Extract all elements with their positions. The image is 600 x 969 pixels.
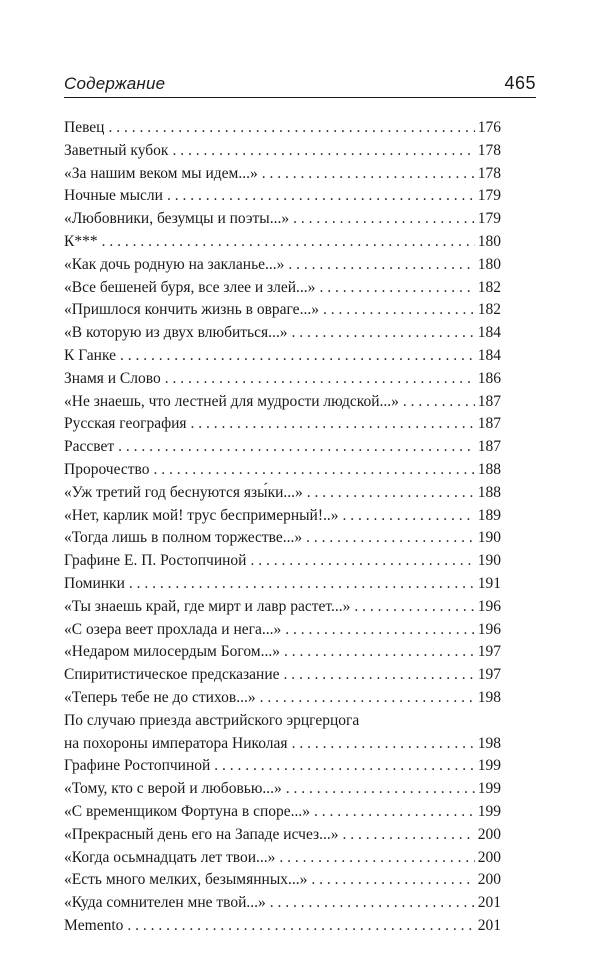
toc-line <box>64 391 501 414</box>
dot-leader <box>292 322 475 345</box>
dot-leader <box>323 299 475 322</box>
toc-entry <box>64 824 501 847</box>
toc-entry-page: 197 <box>477 666 501 684</box>
toc-line <box>64 140 501 163</box>
toc-entry <box>64 505 501 528</box>
toc-entry-title: Рассвет <box>64 438 115 456</box>
toc-entry <box>64 619 501 642</box>
dot-leader <box>102 231 475 254</box>
toc-entry <box>64 550 501 573</box>
toc-entry-page: 178 <box>477 141 501 159</box>
toc-entry-page: 200 <box>477 871 501 889</box>
toc-line <box>64 733 501 756</box>
toc-entry-page: 187 <box>477 438 501 456</box>
table-of-contents <box>64 117 501 938</box>
dot-leader <box>343 505 475 528</box>
toc-entry-page: 201 <box>477 894 501 912</box>
toc-line <box>64 505 501 528</box>
toc-entry-page: 199 <box>477 802 501 820</box>
toc-entry <box>64 641 501 664</box>
toc-line <box>64 778 501 801</box>
header-rule <box>64 97 536 98</box>
dot-leader <box>284 664 475 687</box>
dot-leader <box>284 641 475 664</box>
running-header <box>64 68 536 94</box>
dot-leader <box>311 869 474 892</box>
toc-entry-page: 197 <box>477 643 501 661</box>
toc-entry <box>64 459 501 482</box>
toc-entry <box>64 687 501 710</box>
toc-entry-title: Ночные мысли <box>64 187 163 205</box>
toc-entry-page: 176 <box>477 119 501 136</box>
toc-entry-page: 184 <box>477 324 501 342</box>
toc-entry <box>64 345 501 368</box>
toc-line <box>64 185 501 208</box>
toc-line <box>64 459 501 482</box>
toc-entry <box>64 299 501 322</box>
dot-leader <box>307 482 475 505</box>
toc-entry <box>64 573 501 596</box>
toc-entry-title: «Тому, кто с верой и любовью...» <box>64 780 282 798</box>
toc-line <box>64 117 501 140</box>
toc-entry <box>64 847 501 870</box>
toc-entry-title: Memento <box>64 916 124 934</box>
toc-entry-title: Певец <box>64 119 105 136</box>
toc-entry-title: Графине Ростопчиной <box>64 757 211 775</box>
toc-entry-title: «Когда осьмнадцать лет твои...» <box>64 848 276 866</box>
toc-entry-page: 200 <box>477 848 501 866</box>
dot-leader <box>127 915 474 938</box>
toc-entry-page: 190 <box>477 552 501 570</box>
toc-entry-page: 182 <box>477 278 501 296</box>
toc-entry-page: 189 <box>477 506 501 524</box>
toc-line <box>64 277 501 300</box>
toc-entry <box>64 391 501 414</box>
toc-entry <box>64 892 501 915</box>
page-number: 465 <box>504 73 536 93</box>
toc-entry-title: «Не знаешь, что лестней для мудрости людской...» <box>64 392 399 410</box>
dot-leader <box>288 254 474 277</box>
section-title: Содержание <box>64 74 166 93</box>
dot-leader <box>306 527 475 550</box>
toc-entry-page: 187 <box>477 415 501 433</box>
toc-entry-title: Знамя и Слово <box>64 369 161 387</box>
toc-entry <box>64 322 501 345</box>
dot-leader <box>214 755 474 778</box>
toc-line <box>64 482 501 505</box>
toc-line <box>64 915 501 938</box>
toc-entry-title: Спиритистическое предсказание <box>64 666 280 684</box>
toc-entry-page: 196 <box>477 620 501 638</box>
toc-entry-title: «За нашим веком мы идем...» <box>64 164 258 182</box>
toc-entry-page: 179 <box>477 187 501 205</box>
toc-entry-page: 180 <box>477 255 501 273</box>
toc-entry-page: 184 <box>477 346 501 364</box>
toc-entry-title: «Есть много мелких, безымянных...» <box>64 871 308 889</box>
toc-entry-title: Пророчество <box>64 460 150 478</box>
toc-entry <box>64 915 501 938</box>
toc-entry <box>64 596 501 619</box>
toc-entry <box>64 277 501 300</box>
dot-leader <box>319 277 474 300</box>
toc-entry-title: «Как дочь родную на закланье...» <box>64 255 285 273</box>
toc-entry-page: 188 <box>477 483 501 501</box>
dot-leader <box>260 687 475 710</box>
toc-line <box>64 664 501 687</box>
toc-entry <box>64 710 501 756</box>
dot-leader <box>262 163 475 186</box>
toc-entry-title: Заветный кубок <box>64 141 169 159</box>
dot-leader <box>314 801 475 824</box>
dot-leader <box>120 345 475 368</box>
toc-entry-title: Графине Е. П. Ростопчиной <box>64 552 247 570</box>
dot-leader <box>270 892 475 915</box>
toc-entry <box>64 778 501 801</box>
toc-line <box>64 208 501 231</box>
toc-entry-title: на похороны императора Николая <box>64 734 288 752</box>
toc-entry <box>64 163 501 186</box>
toc-entry <box>64 527 501 550</box>
dot-leader <box>279 847 474 870</box>
dot-leader <box>191 413 475 436</box>
toc-line <box>64 641 501 664</box>
toc-line <box>64 527 501 550</box>
dot-leader <box>165 368 475 391</box>
toc-entry-page: 199 <box>477 757 501 775</box>
toc-line <box>64 436 501 459</box>
toc-entry <box>64 208 501 231</box>
toc-line <box>64 596 501 619</box>
toc-entry-page: 201 <box>477 916 501 934</box>
toc-entry-title: «С временщиком Фортуна в споре...» <box>64 802 311 820</box>
dot-leader <box>354 596 474 619</box>
toc-line <box>64 755 501 778</box>
toc-entry-title: К*** <box>64 232 98 250</box>
toc-entry <box>64 755 501 778</box>
toc-entry-page: 179 <box>477 210 501 228</box>
toc-line <box>64 687 501 710</box>
dot-leader <box>293 208 475 231</box>
toc-entry-page: 180 <box>477 232 501 250</box>
toc-entry-page: 198 <box>477 688 501 706</box>
dot-leader <box>153 459 474 482</box>
toc-entry-title-line: По случаю приезда австрийского эрцгерцога <box>64 711 360 729</box>
toc-line <box>64 892 501 915</box>
toc-line <box>64 847 501 870</box>
toc-line <box>64 163 501 186</box>
dot-leader <box>286 778 475 801</box>
toc-entry-title: «Все бешеней буря, все злее и злей...» <box>64 278 316 296</box>
toc-entry <box>64 869 501 892</box>
toc-entry <box>64 482 501 505</box>
toc-entry <box>64 368 501 391</box>
toc-entry <box>64 436 501 459</box>
toc-entry-page: 199 <box>477 780 501 798</box>
toc-line <box>64 550 501 573</box>
toc-line <box>64 254 501 277</box>
toc-line <box>64 368 501 391</box>
toc-entry-title: «Теперь тебе не до стихов...» <box>64 688 256 706</box>
toc-entry <box>64 254 501 277</box>
toc-entry-title: К Ганке <box>64 346 116 364</box>
dot-leader <box>285 619 475 642</box>
dot-leader <box>167 185 475 208</box>
toc-entry-title: «Ты знаешь край, где мирт и лавр растет...» <box>64 597 351 615</box>
dot-leader <box>250 550 474 573</box>
toc-entry-title: «Любовники, безумцы и поэты...» <box>64 210 290 228</box>
toc-entry-title: «Уж третий год беснуются язы́ки...» <box>64 483 303 501</box>
toc-entry-title: Русская география <box>64 415 187 433</box>
toc-entry-page: 186 <box>477 369 501 387</box>
dot-leader <box>403 391 475 414</box>
toc-entry-title: «Недаром милосердым Богом...» <box>64 643 280 661</box>
toc-entry <box>64 664 501 687</box>
toc-line <box>64 299 501 322</box>
dot-leader <box>108 117 474 140</box>
toc-line <box>64 869 501 892</box>
toc-entry-page: 196 <box>477 597 501 615</box>
toc-line <box>64 322 501 345</box>
toc-entry-title: «Нет, карлик мой! трус беспримерный!..» <box>64 506 339 524</box>
toc-line <box>64 801 501 824</box>
toc-entry-page: 188 <box>477 460 501 478</box>
toc-line <box>64 413 501 436</box>
toc-entry <box>64 140 501 163</box>
toc-entry-page: 198 <box>477 734 501 752</box>
toc-entry-page: 182 <box>477 301 501 319</box>
toc-entry <box>64 185 501 208</box>
dot-leader <box>172 140 474 163</box>
toc-entry-title: Поминки <box>64 574 125 592</box>
toc-entry-page: 187 <box>477 392 501 410</box>
toc-entry <box>64 117 501 140</box>
dot-leader <box>343 824 475 847</box>
dot-leader <box>292 733 475 756</box>
toc-entry <box>64 801 501 824</box>
dot-leader <box>129 573 475 596</box>
toc-entry-page: 190 <box>477 529 501 547</box>
toc-entry <box>64 413 501 436</box>
toc-entry-title: «В которую из двух влюбиться...» <box>64 324 288 342</box>
toc-entry-page: 178 <box>477 164 501 182</box>
toc-line <box>64 824 501 847</box>
dot-leader <box>118 436 475 459</box>
toc-entry <box>64 231 501 254</box>
toc-entry-title: «Пришлося кончить жизнь в овраге...» <box>64 301 319 319</box>
toc-line <box>64 619 501 642</box>
toc-entry-page: 200 <box>477 825 501 843</box>
toc-line <box>64 573 501 596</box>
toc-line <box>64 345 501 368</box>
toc-entry-title: «С озера веет прохлада и нега...» <box>64 620 282 638</box>
toc-entry-title: «Куда сомнителен мне твой...» <box>64 894 266 912</box>
toc-line <box>64 231 501 254</box>
toc-entry-title: «Тогда лишь в полном торжестве...» <box>64 529 303 547</box>
toc-entry-title: «Прекрасный день его на Западе исчез...» <box>64 825 339 843</box>
toc-entry-page: 191 <box>477 574 501 592</box>
